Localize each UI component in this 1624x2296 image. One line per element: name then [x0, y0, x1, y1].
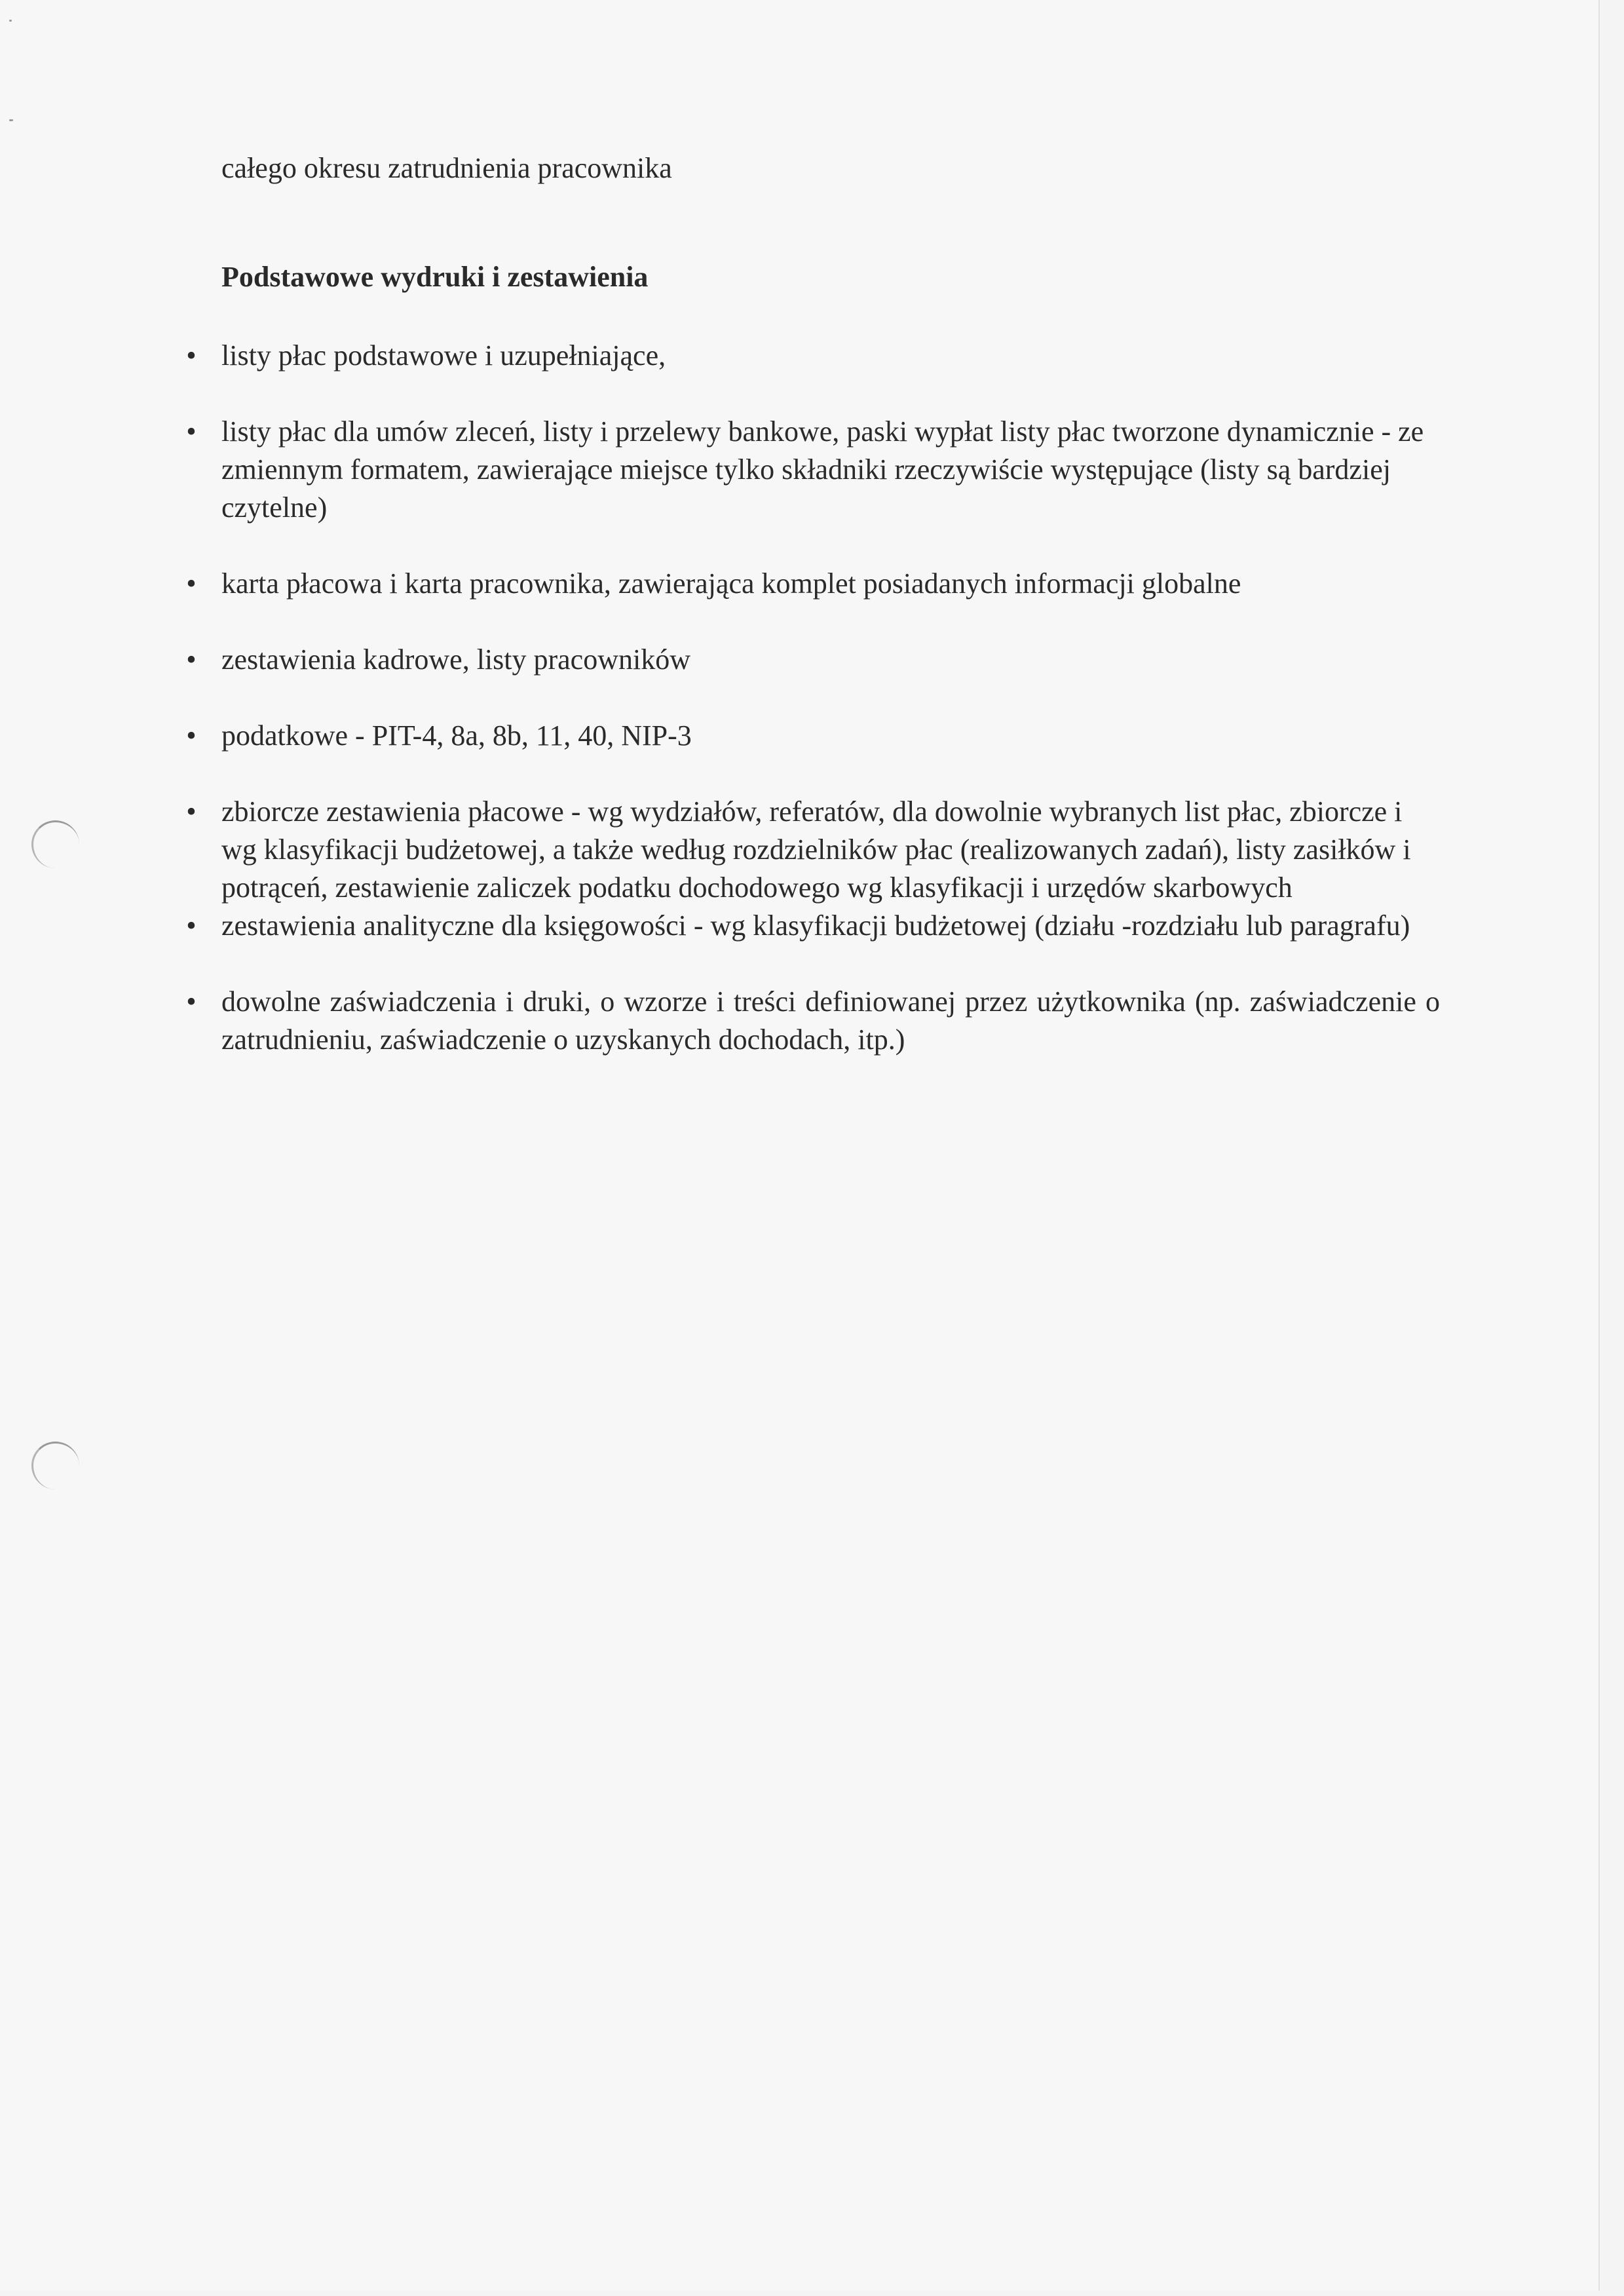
list-item: [186, 717, 1440, 755]
bullet-icon: •: [186, 567, 197, 600]
list-item: [186, 565, 1440, 603]
bullet-icon: •: [186, 909, 197, 942]
list-item: [186, 793, 1440, 907]
list-item: [186, 337, 1440, 375]
list-item: [186, 907, 1440, 945]
list-item: [186, 641, 1440, 679]
list-item-text: zbiorcze zestawienia płacowe - wg wydziałów, referatów, dla dowolnie wybranych list płac, zbiorcze i wg klasyfikacji budżetowej, a także według rozdzielników płac (realizowanych zadań), listy zasiłków i potrąceń, zestawienie zaliczek podatku dochodowego wg klasyfikacji i urzędów skarbowych: [221, 795, 1411, 904]
bullet-icon: •: [186, 339, 197, 372]
bullet-icon: •: [186, 795, 197, 828]
section-heading: Podstawowe wydruki i zestawienia: [221, 261, 649, 293]
document-body: [186, 149, 1440, 1059]
scan-speck: [9, 119, 13, 121]
list-item-text: zestawienia kadrowe, listy pracowników: [221, 643, 690, 676]
list-item-text: listy płac podstawowe i uzupełniające,: [221, 339, 666, 372]
list-item-text: zestawienia analityczne dla księgowości - wg klasyfikacji budżetowej (działu -rozdziału lub paragrafu): [221, 909, 1410, 942]
list-item: [186, 413, 1440, 527]
punch-hole-upper: [31, 820, 79, 868]
bullet-icon: •: [186, 719, 197, 752]
list-item: [186, 983, 1440, 1059]
bullet-icon: •: [186, 415, 197, 448]
list-item-text: karta płacowa i karta pracownika, zawierająca komplet posiadanych informacji globalne: [221, 567, 1241, 600]
punch-hole-lower: [31, 1442, 79, 1489]
bullet-icon: •: [186, 985, 197, 1018]
list-item-text: dowolne zaświadczenia i druki, o wzorze i treści definiowanej przez użytkownika (np. zaświadczenie o zatrudnieniu, zaświadczenie o uzyskanych dochodach, itp.): [221, 985, 1440, 1056]
bullet-list: [186, 337, 1440, 1059]
continuation-line: całego okresu zatrudnienia pracownika: [221, 152, 672, 184]
scan-speck: [9, 20, 12, 22]
bullet-icon: •: [186, 643, 197, 676]
list-item-text: listy płac dla umów zleceń, listy i przelewy bankowe, paski wypłat listy płac tworzone dynamicznie - ze zmiennym formatem, zawierające miejsce tylko składniki rzeczywiście występujące (listy są bardziej czytelne): [221, 415, 1424, 524]
list-item-text: podatkowe - PIT-4, 8a, 8b, 11, 40, NIP-3: [221, 719, 692, 752]
